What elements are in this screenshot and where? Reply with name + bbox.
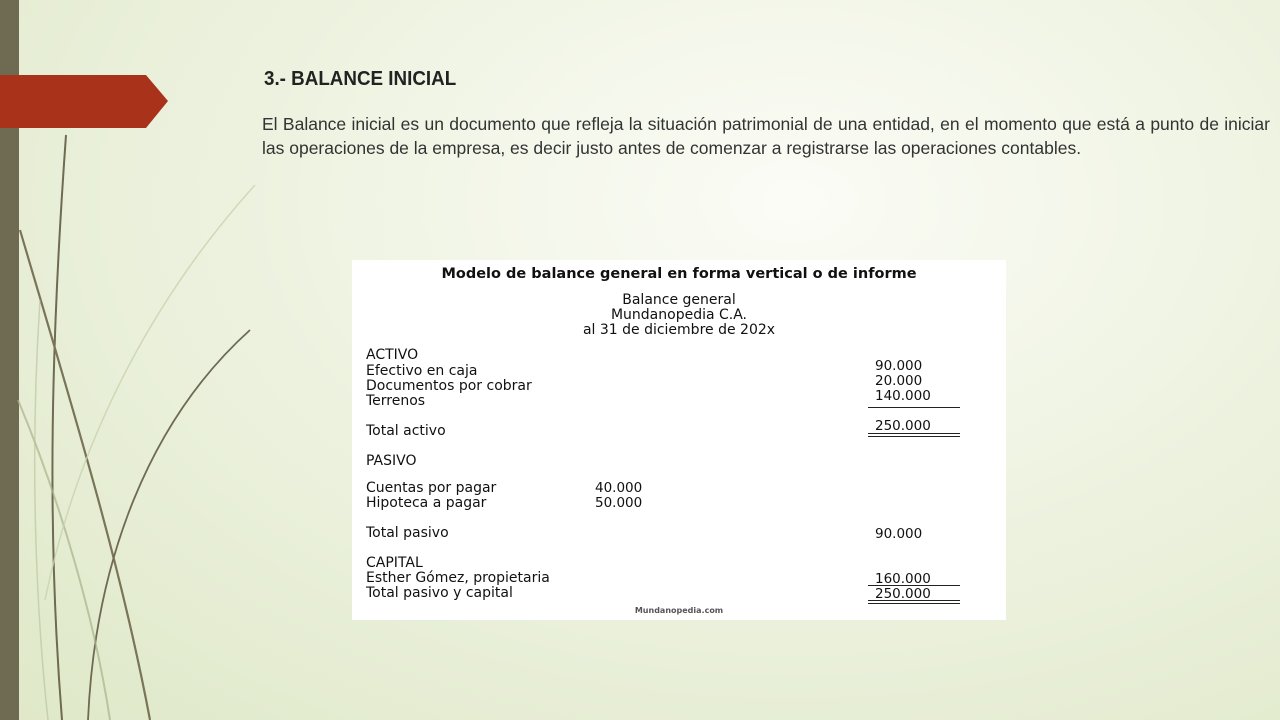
total-pasivo-capital-value: 250.000: [875, 586, 931, 602]
capital-owner-value: 160.000: [875, 571, 931, 587]
balance-subtitle-1: Balance general: [622, 292, 736, 308]
source-watermark: Mundanopedia.com: [634, 606, 724, 615]
pasivo-item-label: Cuentas por pagar: [366, 480, 497, 496]
activo-item-label: Documentos por cobrar: [366, 378, 532, 394]
pasivo-item-label: Hipoteca a pagar: [366, 495, 487, 511]
pasivo-item-value: 50.000: [595, 495, 643, 511]
subtotal-rule: [868, 407, 960, 408]
balance-heading: Modelo de balance general en forma vertical o de informe: [441, 266, 917, 282]
slide-paragraph: El Balance inicial es un documento que refleja la situación patrimonial de una entidad, en el momento que está a punto de iniciar las operaciones de la empresa, es decir justo antes de comenzar a registrarse las operaciones contables.: [262, 114, 1270, 158]
capital-label: CAPITAL: [366, 555, 423, 571]
total-pasivo-value: 90.000: [875, 526, 923, 542]
pasivo-label: PASIVO: [366, 453, 417, 469]
balance-sheet-image: [352, 260, 1006, 620]
total-pasivo-capital-label: Total pasivo y capital: [366, 585, 513, 601]
activo-label: ACTIVO: [366, 347, 419, 363]
activo-item-value: 140.000: [875, 388, 931, 404]
capital-owner-label: Esther Gómez, propietaria: [366, 570, 550, 586]
activo-item-value: 20.000: [875, 373, 923, 389]
activo-item-label: Terrenos: [366, 393, 426, 409]
total-activo-value: 250.000: [875, 418, 931, 434]
activo-item-label: Efectivo en caja: [366, 363, 478, 379]
total-double-rule: [868, 600, 960, 604]
pasivo-item-value: 40.000: [595, 480, 643, 496]
total-double-rule: [868, 433, 960, 437]
slide-title: 3.- BALANCE INICIAL: [264, 68, 457, 90]
balance-subtitle-3: al 31 de diciembre de 202x: [582, 322, 776, 338]
total-activo-label: Total activo: [366, 423, 446, 439]
red-arrow-accent: [0, 75, 168, 128]
balance-subtitle-2: Mundanopedia C.A.: [610, 307, 748, 323]
total-pasivo-label: Total pasivo: [366, 525, 449, 541]
activo-item-value: 90.000: [875, 358, 923, 374]
